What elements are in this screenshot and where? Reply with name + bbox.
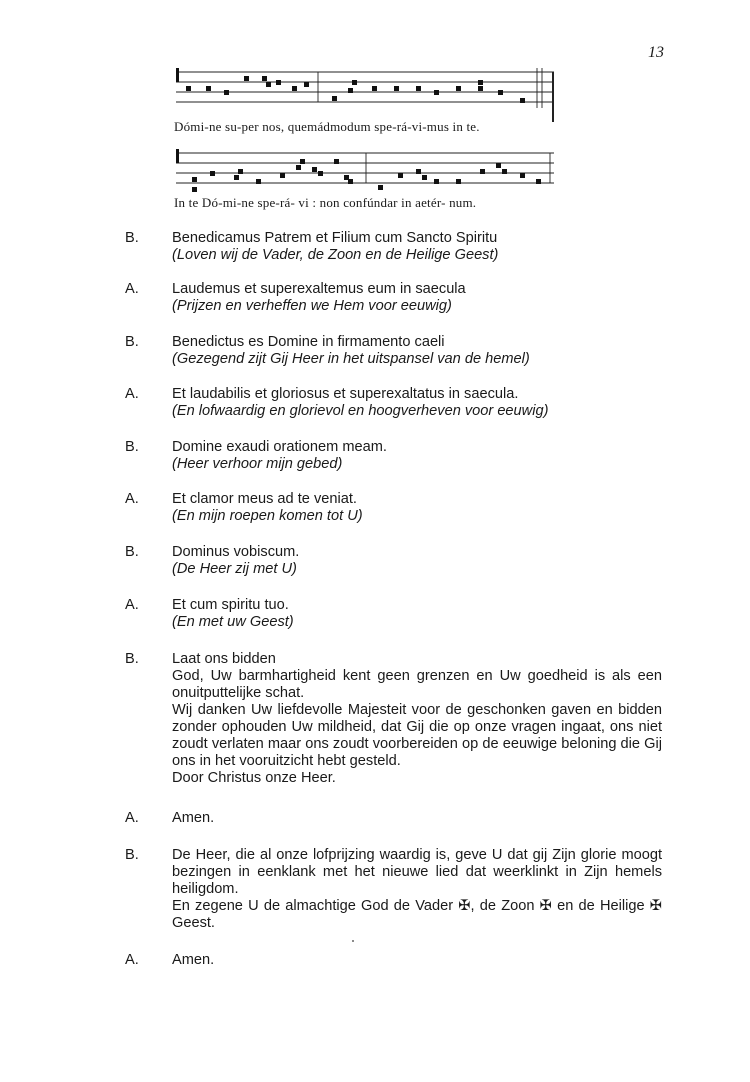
page-number: 13 bbox=[648, 44, 664, 61]
cross-icon: ✠ bbox=[539, 898, 552, 914]
latin-text: Laudemus et superexaltemus eum in saecula bbox=[172, 281, 466, 297]
dutch-translation: (Loven wij de Vader, de Zoon en de Heilige Geest) bbox=[172, 247, 499, 263]
speaker-label: B. bbox=[125, 847, 139, 863]
speaker-label: A. bbox=[125, 386, 139, 402]
dutch-translation: (En mijn roepen komen tot U) bbox=[172, 508, 363, 524]
scan-speck bbox=[352, 940, 354, 942]
speaker-label: A. bbox=[125, 952, 139, 968]
dutch-translation: (En met uw Geest) bbox=[172, 614, 294, 630]
latin-text: Benedicamus Patrem et Filium cum Sancto Spiritu bbox=[172, 230, 498, 246]
speaker-label: B. bbox=[125, 651, 139, 667]
latin-text: Et cum spiritu tuo. bbox=[172, 597, 289, 613]
latin-text: Et clamor meus ad te veniat. bbox=[172, 491, 357, 507]
blessing-paragraph-2 bbox=[172, 898, 662, 932]
chant-staff-1 bbox=[172, 64, 562, 144]
latin-text: Dominus vobiscum. bbox=[172, 544, 300, 560]
latin-text: Domine exaudi orationem meam. bbox=[172, 439, 387, 455]
dutch-translation: (Gezegend zijt Gij Heer in het uitspansel van de hemel) bbox=[172, 351, 530, 367]
blessing-paragraph-1: De Heer, die al onze lofprijzing waardig is, geve U dat gij Zijn glorie moogt bezingen in eenklank met het nieuwe lied dat weerklinkt in Zijn hemels heiligdom. bbox=[172, 847, 662, 897]
dutch-translation: (Heer verhoor mijn gebed) bbox=[172, 456, 343, 472]
staff-lines-1 bbox=[172, 64, 562, 126]
dutch-translation: (De Heer zij met U) bbox=[172, 561, 297, 577]
speaker-label: A. bbox=[125, 810, 139, 826]
latin-text: Et laudabilis et gloriosus et superexaltatus in saecula. bbox=[172, 386, 519, 402]
speaker-label: A. bbox=[125, 281, 139, 297]
dutch-translation: (En lofwaardig en glorievol en hoogverheven voor eeuwig) bbox=[172, 403, 549, 419]
amen-text: Amen. bbox=[172, 810, 215, 826]
chant-lyrics-1: Dómi-ne su-per nos, quemádmodum spe-rá-vi-mus in te. bbox=[174, 119, 480, 134]
speaker-label: B. bbox=[125, 334, 139, 350]
cross-icon: ✠ bbox=[649, 898, 662, 914]
blessing-text-b: , de Zoon bbox=[470, 898, 540, 914]
dutch-translation: (Prijzen en verheffen we Hem voor eeuwig) bbox=[172, 298, 452, 314]
chant-staff-2 bbox=[172, 145, 562, 225]
blessing-text-d: Geest. bbox=[172, 915, 215, 931]
speaker-label: B. bbox=[125, 439, 139, 455]
speaker-label: B. bbox=[125, 544, 139, 560]
amen-text: Amen. bbox=[172, 952, 215, 968]
speaker-label: A. bbox=[125, 491, 139, 507]
prayer-paragraph-1: God, Uw barmhartigheid kent geen grenzen en Uw goedheid is als een onuitputtelijke schat. bbox=[172, 668, 662, 701]
speaker-label: B. bbox=[125, 230, 139, 246]
chant-lyrics-2: In te Dó-mi-ne spe-rá- vi : non confúndar in aetér- num. bbox=[174, 195, 477, 210]
speaker-label: A. bbox=[125, 597, 139, 613]
prayer-closing: Door Christus onze Heer. bbox=[172, 770, 336, 786]
latin-text: Benedictus es Domine in firmamento caeli bbox=[172, 334, 445, 350]
prayer-intro: Laat ons bidden bbox=[172, 651, 276, 667]
blessing-text-a: En zegene U de almachtige God de Vader bbox=[172, 898, 459, 914]
cross-icon: ✠ bbox=[458, 898, 471, 914]
blessing-text-c: en de Heilige bbox=[551, 898, 650, 914]
prayer-paragraph-2: Wij danken Uw liefdevolle Majesteit voor de geschonken gaven en bidden zonder ophouden Uw mildheid, dat Gij die op onze vragen ingaat, ons niet zoudt verlaten maar ons zoudt voorbereiden op de eeuwige beloning die Gij ons in het vooruitzicht hebt gesteld. bbox=[172, 702, 662, 769]
